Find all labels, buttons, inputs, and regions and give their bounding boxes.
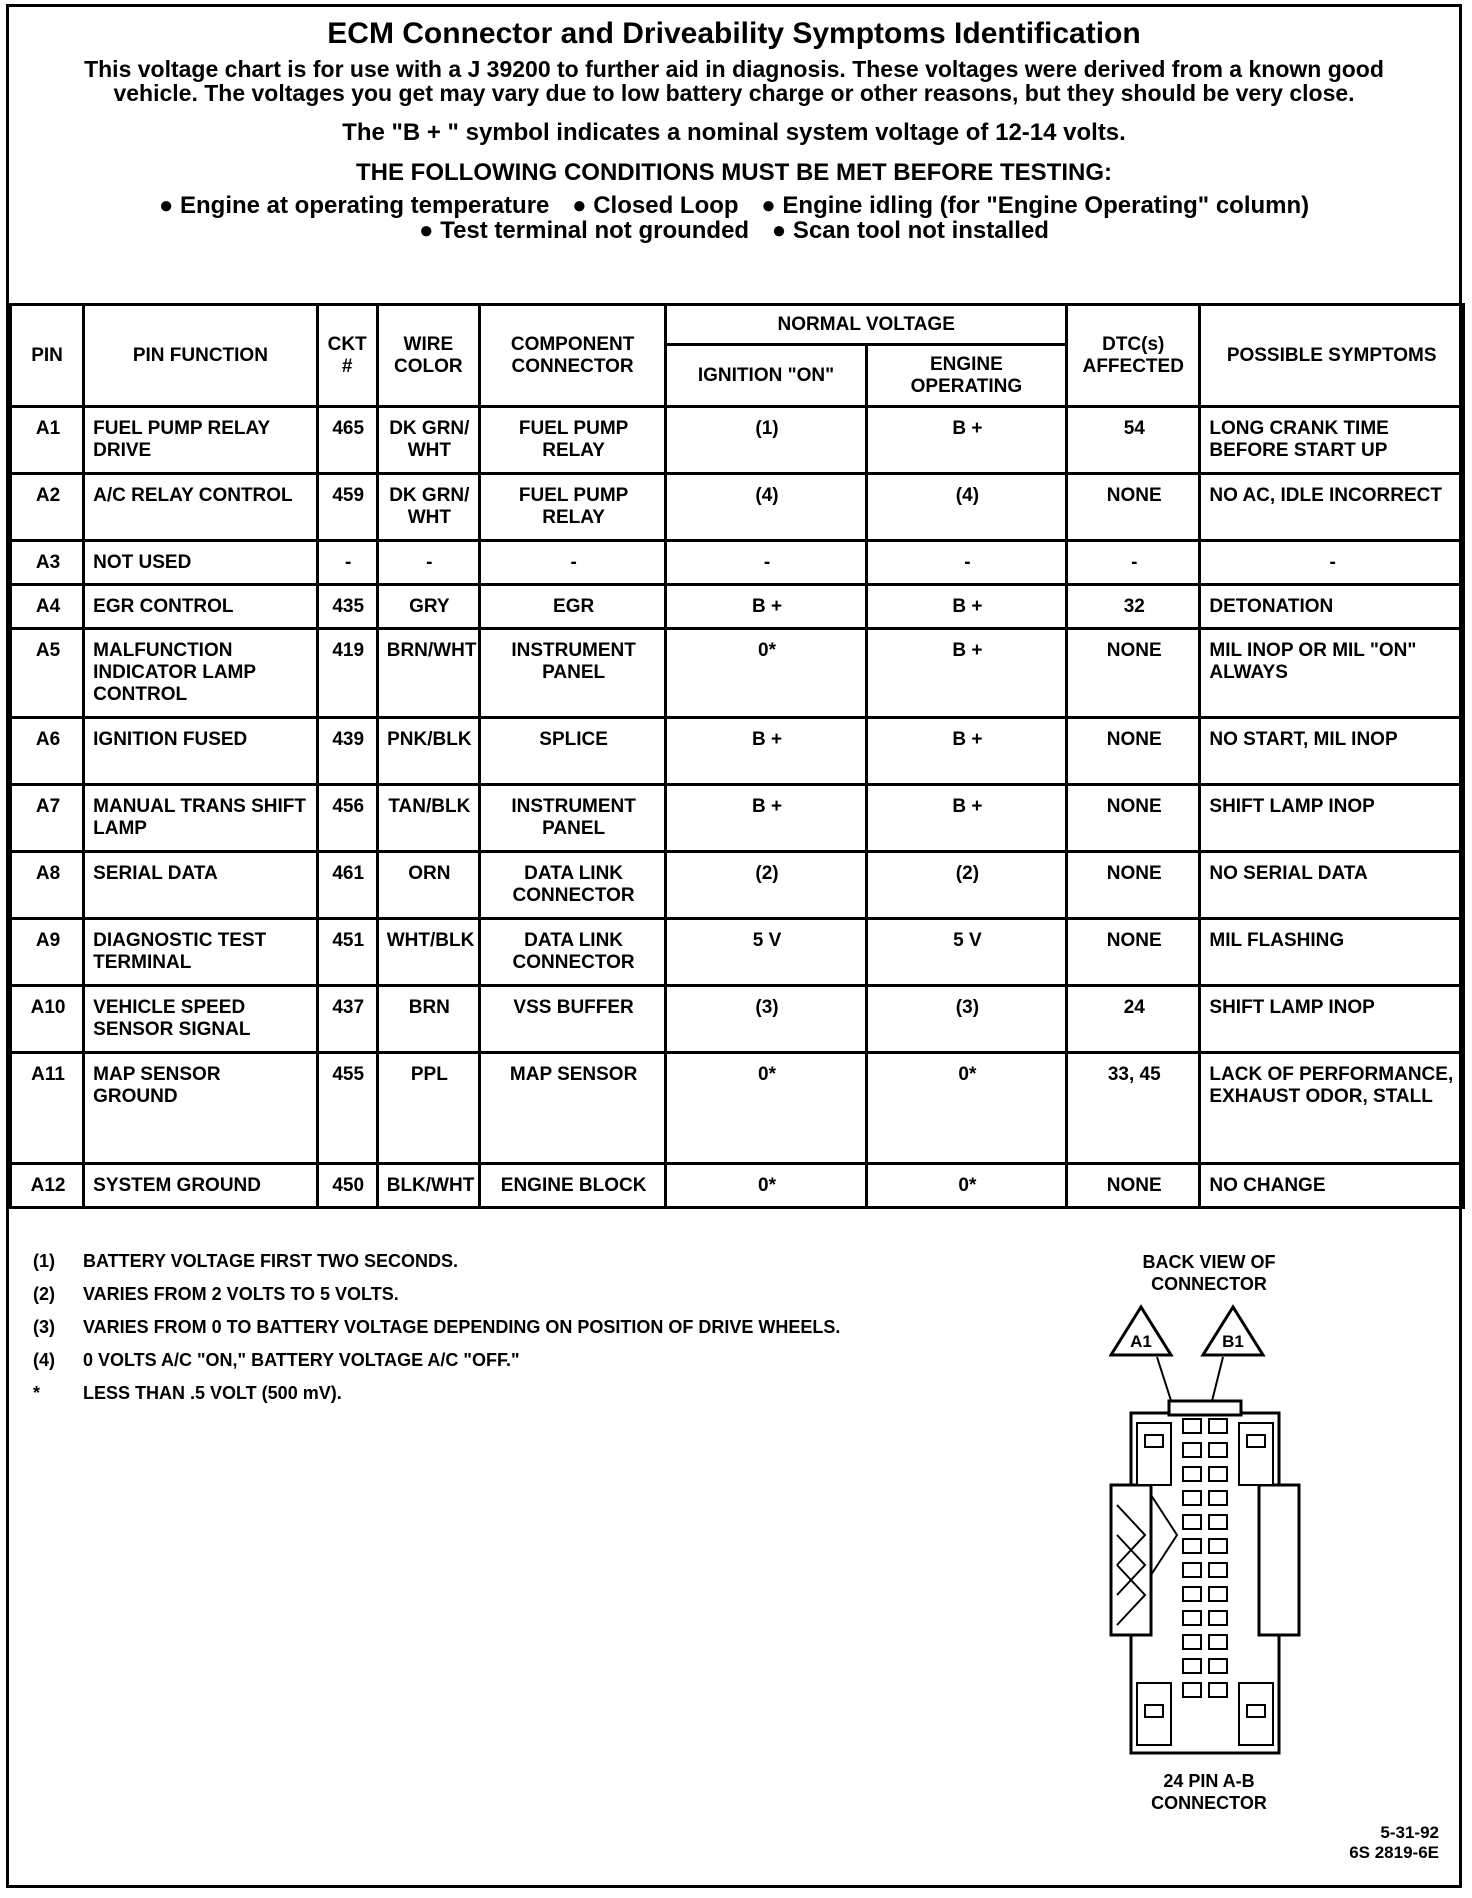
cell-dtc: 32 bbox=[1067, 585, 1200, 629]
cell-function: MANUAL TRANS SHIFT LAMP bbox=[84, 785, 317, 852]
cell-engine: 0* bbox=[866, 1053, 1066, 1164]
page-title: ECM Connector and Driveability Symptoms Identification bbox=[327, 17, 1141, 50]
cell-function: EGR CONTROL bbox=[84, 585, 317, 629]
cell-ckt: 465 bbox=[317, 407, 377, 474]
cell-dtc: NONE bbox=[1067, 919, 1200, 986]
doc-code: 6S 2819-6E bbox=[1349, 1843, 1439, 1862]
footnote-text: VARIES FROM 0 TO BATTERY VOLTAGE DEPENDING ON POSITION OF DRIVE WHEELS. bbox=[83, 1317, 841, 1337]
cell-wire: TAN/BLK bbox=[377, 785, 479, 852]
cell-pin: A12 bbox=[11, 1164, 84, 1208]
cell-ignition: (4) bbox=[666, 474, 866, 541]
footnote-key: (1) bbox=[33, 1251, 55, 1271]
cell-wire: BRN/WHT bbox=[377, 629, 479, 718]
pin-table-body bbox=[11, 407, 1464, 1208]
table-row bbox=[11, 407, 1464, 474]
header-wire-color: WIRE COLOR bbox=[377, 305, 479, 407]
footnote-key: * bbox=[33, 1383, 41, 1403]
cell-symptoms: LACK OF PERFORMANCE, EXHAUST ODOR, STALL bbox=[1200, 1053, 1464, 1164]
cell-ckt: 439 bbox=[317, 718, 377, 785]
cell-function: SERIAL DATA bbox=[84, 852, 317, 919]
table-row bbox=[11, 852, 1464, 919]
cell-component: INSTRUMENT PANEL bbox=[479, 629, 665, 718]
cell-dtc: NONE bbox=[1067, 718, 1200, 785]
cell-engine: (4) bbox=[866, 474, 1066, 541]
footnote-key: (2) bbox=[33, 1284, 55, 1304]
cell-function: A/C RELAY CONTROL bbox=[84, 474, 317, 541]
footnote-key: (3) bbox=[33, 1317, 55, 1337]
cell-component: DATA LINK CONNECTOR bbox=[479, 852, 665, 919]
cell-component: - bbox=[479, 541, 665, 585]
cell-engine: 5 V bbox=[866, 919, 1066, 986]
footnote bbox=[33, 1377, 840, 1410]
cell-ckt: 435 bbox=[317, 585, 377, 629]
cell-dtc: NONE bbox=[1067, 1164, 1200, 1208]
cell-ckt: 419 bbox=[317, 629, 377, 718]
footnote-text: LESS THAN .5 VOLT (500 mV). bbox=[83, 1383, 342, 1403]
cell-component: EGR bbox=[479, 585, 665, 629]
cell-engine: B + bbox=[866, 585, 1066, 629]
cell-function: MAP SENSOR GROUND bbox=[84, 1053, 317, 1164]
cell-symptoms: SHIFT LAMP INOP bbox=[1200, 785, 1464, 852]
table-row bbox=[11, 474, 1464, 541]
cell-pin: A6 bbox=[11, 718, 84, 785]
cell-component: FUEL PUMP RELAY bbox=[479, 407, 665, 474]
cell-pin: A4 bbox=[11, 585, 84, 629]
footer bbox=[9, 1221, 1459, 1889]
footnote bbox=[33, 1311, 840, 1344]
table-row bbox=[11, 629, 1464, 718]
cell-ckt: 451 bbox=[317, 919, 377, 986]
table-row bbox=[11, 1164, 1464, 1208]
connector-diagram bbox=[1109, 1251, 1309, 1814]
cell-engine: (3) bbox=[866, 986, 1066, 1053]
cell-symptoms: MIL FLASHING bbox=[1200, 919, 1464, 986]
header-ckt: CKT # bbox=[317, 305, 377, 407]
cell-ignition: - bbox=[666, 541, 866, 585]
cell-symptoms: NO AC, IDLE INCORRECT bbox=[1200, 474, 1464, 541]
cell-ignition: 5 V bbox=[666, 919, 866, 986]
connector-drawing bbox=[1109, 1295, 1309, 1765]
table-row bbox=[11, 1053, 1464, 1164]
cell-pin: A8 bbox=[11, 852, 84, 919]
cell-engine: - bbox=[866, 541, 1066, 585]
cell-pin: A7 bbox=[11, 785, 84, 852]
cell-symptoms: DETONATION bbox=[1200, 585, 1464, 629]
page-frame bbox=[6, 4, 1462, 1888]
footnote-text: VARIES FROM 2 VOLTS TO 5 VOLTS. bbox=[83, 1284, 399, 1304]
cell-pin: A2 bbox=[11, 474, 84, 541]
intro-text: This voltage chart is for use with a J 39200 to further aid in diagnosis. These voltages were derived from a known good vehicle. The voltages you get may vary due to low battery charge or other reasons, but they should be very close. bbox=[84, 56, 1384, 106]
header bbox=[9, 7, 1459, 303]
table-row bbox=[11, 585, 1464, 629]
condition-item: ● Engine at operating temperature bbox=[158, 192, 550, 219]
cell-component: SPLICE bbox=[479, 718, 665, 785]
cell-wire: ORN bbox=[377, 852, 479, 919]
pin-b1-label: B1 bbox=[1222, 1332, 1244, 1351]
bplus-note: The "B + " symbol indicates a nominal system voltage of 12-14 volts. bbox=[342, 119, 1126, 146]
connector-bottom-label: 24 PIN A-B CONNECTOR bbox=[1151, 1771, 1267, 1813]
cell-pin: A3 bbox=[11, 541, 84, 585]
cell-ckt: 461 bbox=[317, 852, 377, 919]
cell-engine: B + bbox=[866, 629, 1066, 718]
cell-pin: A5 bbox=[11, 629, 84, 718]
doc-date: 5-31-92 bbox=[1380, 1823, 1439, 1842]
table-row bbox=[11, 541, 1464, 585]
cell-dtc: NONE bbox=[1067, 629, 1200, 718]
cell-engine: 0* bbox=[866, 1164, 1066, 1208]
cell-function: IGNITION FUSED bbox=[84, 718, 317, 785]
condition-item: ● Test terminal not grounded bbox=[419, 217, 750, 244]
cell-dtc: 33, 45 bbox=[1067, 1053, 1200, 1164]
footnote bbox=[33, 1344, 840, 1377]
pin-table bbox=[9, 303, 1465, 1209]
cell-symptoms: - bbox=[1200, 541, 1464, 585]
cell-symptoms: NO SERIAL DATA bbox=[1200, 852, 1464, 919]
footnote-text: 0 VOLTS A/C "ON," BATTERY VOLTAGE A/C "OFF." bbox=[83, 1350, 520, 1370]
cell-ignition: 0* bbox=[666, 629, 866, 718]
cell-ignition: 0* bbox=[666, 1164, 866, 1208]
table-row bbox=[11, 919, 1464, 986]
document-ids bbox=[1349, 1823, 1439, 1863]
cell-function: FUEL PUMP RELAY DRIVE bbox=[84, 407, 317, 474]
cell-component: DATA LINK CONNECTOR bbox=[479, 919, 665, 986]
cell-pin: A10 bbox=[11, 986, 84, 1053]
cell-wire: WHT/BLK bbox=[377, 919, 479, 986]
cell-symptoms: NO START, MIL INOP bbox=[1200, 718, 1464, 785]
table-row bbox=[11, 785, 1464, 852]
cell-ignition: (2) bbox=[666, 852, 866, 919]
cell-ignition: 0* bbox=[666, 1053, 866, 1164]
cell-dtc: - bbox=[1067, 541, 1200, 585]
cell-ckt: 459 bbox=[317, 474, 377, 541]
cell-wire: BRN bbox=[377, 986, 479, 1053]
footnotes bbox=[33, 1245, 840, 1410]
cell-wire: DK GRN/ WHT bbox=[377, 474, 479, 541]
cell-wire: DK GRN/ WHT bbox=[377, 407, 479, 474]
cell-dtc: 24 bbox=[1067, 986, 1200, 1053]
condition-item: ● Closed Loop bbox=[572, 192, 739, 219]
cell-symptoms: LONG CRANK TIME BEFORE START UP bbox=[1200, 407, 1464, 474]
cell-ckt: 455 bbox=[317, 1053, 377, 1164]
header-pin: PIN bbox=[11, 305, 84, 407]
cell-symptoms: SHIFT LAMP INOP bbox=[1200, 986, 1464, 1053]
condition-item: ● Scan tool not installed bbox=[771, 217, 1049, 244]
cell-dtc: NONE bbox=[1067, 785, 1200, 852]
cell-wire: BLK/WHT bbox=[377, 1164, 479, 1208]
cell-ckt: 456 bbox=[317, 785, 377, 852]
footnote bbox=[33, 1278, 840, 1311]
cell-ignition: B + bbox=[666, 785, 866, 852]
header-normal-voltage: NORMAL VOLTAGE bbox=[666, 305, 1067, 345]
cell-engine: B + bbox=[866, 407, 1066, 474]
footnote-key: (4) bbox=[33, 1350, 55, 1370]
cell-ckt: 437 bbox=[317, 986, 377, 1053]
cell-engine: B + bbox=[866, 785, 1066, 852]
cell-pin: A11 bbox=[11, 1053, 84, 1164]
cell-component: MAP SENSOR bbox=[479, 1053, 665, 1164]
cell-wire: PPL bbox=[377, 1053, 479, 1164]
header-component-connector: COMPONENT CONNECTOR bbox=[479, 305, 665, 407]
cell-function: SYSTEM GROUND bbox=[84, 1164, 317, 1208]
cell-function: VEHICLE SPEED SENSOR SIGNAL bbox=[84, 986, 317, 1053]
cell-pin: A9 bbox=[11, 919, 84, 986]
cell-engine: B + bbox=[866, 718, 1066, 785]
cell-function: MALFUNCTION INDICATOR LAMP CONTROL bbox=[84, 629, 317, 718]
header-engine-operating: ENGINE OPERATING bbox=[866, 345, 1066, 407]
cell-component: ENGINE BLOCK bbox=[479, 1164, 665, 1208]
cell-function: DIAGNOSTIC TEST TERMINAL bbox=[84, 919, 317, 986]
pin-a1-label: A1 bbox=[1130, 1332, 1152, 1351]
conditions-heading: THE FOLLOWING CONDITIONS MUST BE MET BEFORE TESTING: bbox=[356, 159, 1112, 186]
footnote bbox=[33, 1245, 840, 1278]
conditions-list bbox=[9, 193, 1459, 243]
condition-item: ● Engine idling (for "Engine Operating" column) bbox=[761, 192, 1310, 219]
cell-wire: - bbox=[377, 541, 479, 585]
connector-top-label: BACK VIEW OF CONNECTOR bbox=[1142, 1252, 1276, 1294]
cell-function: NOT USED bbox=[84, 541, 317, 585]
header-ignition-on: IGNITION "ON" bbox=[666, 345, 866, 407]
cell-dtc: NONE bbox=[1067, 852, 1200, 919]
cell-pin: A1 bbox=[11, 407, 84, 474]
cell-symptoms: MIL INOP OR MIL "ON" ALWAYS bbox=[1200, 629, 1464, 718]
header-dtcs: DTC(s) AFFECTED bbox=[1067, 305, 1200, 407]
cell-ignition: (3) bbox=[666, 986, 866, 1053]
cell-symptoms: NO CHANGE bbox=[1200, 1164, 1464, 1208]
cell-ckt: - bbox=[317, 541, 377, 585]
table-row bbox=[11, 986, 1464, 1053]
cell-wire: GRY bbox=[377, 585, 479, 629]
cell-engine: (2) bbox=[866, 852, 1066, 919]
header-symptoms: POSSIBLE SYMPTOMS bbox=[1200, 305, 1464, 407]
table-row bbox=[11, 718, 1464, 785]
footnote-text: BATTERY VOLTAGE FIRST TWO SECONDS. bbox=[83, 1251, 459, 1271]
cell-wire: PNK/BLK bbox=[377, 718, 479, 785]
cell-ignition: (1) bbox=[666, 407, 866, 474]
cell-dtc: 54 bbox=[1067, 407, 1200, 474]
header-pin-function: PIN FUNCTION bbox=[84, 305, 317, 407]
cell-component: VSS BUFFER bbox=[479, 986, 665, 1053]
cell-dtc: NONE bbox=[1067, 474, 1200, 541]
cell-ignition: B + bbox=[666, 718, 866, 785]
cell-ckt: 450 bbox=[317, 1164, 377, 1208]
cell-ignition: B + bbox=[666, 585, 866, 629]
cell-component: INSTRUMENT PANEL bbox=[479, 785, 665, 852]
cell-component: FUEL PUMP RELAY bbox=[479, 474, 665, 541]
